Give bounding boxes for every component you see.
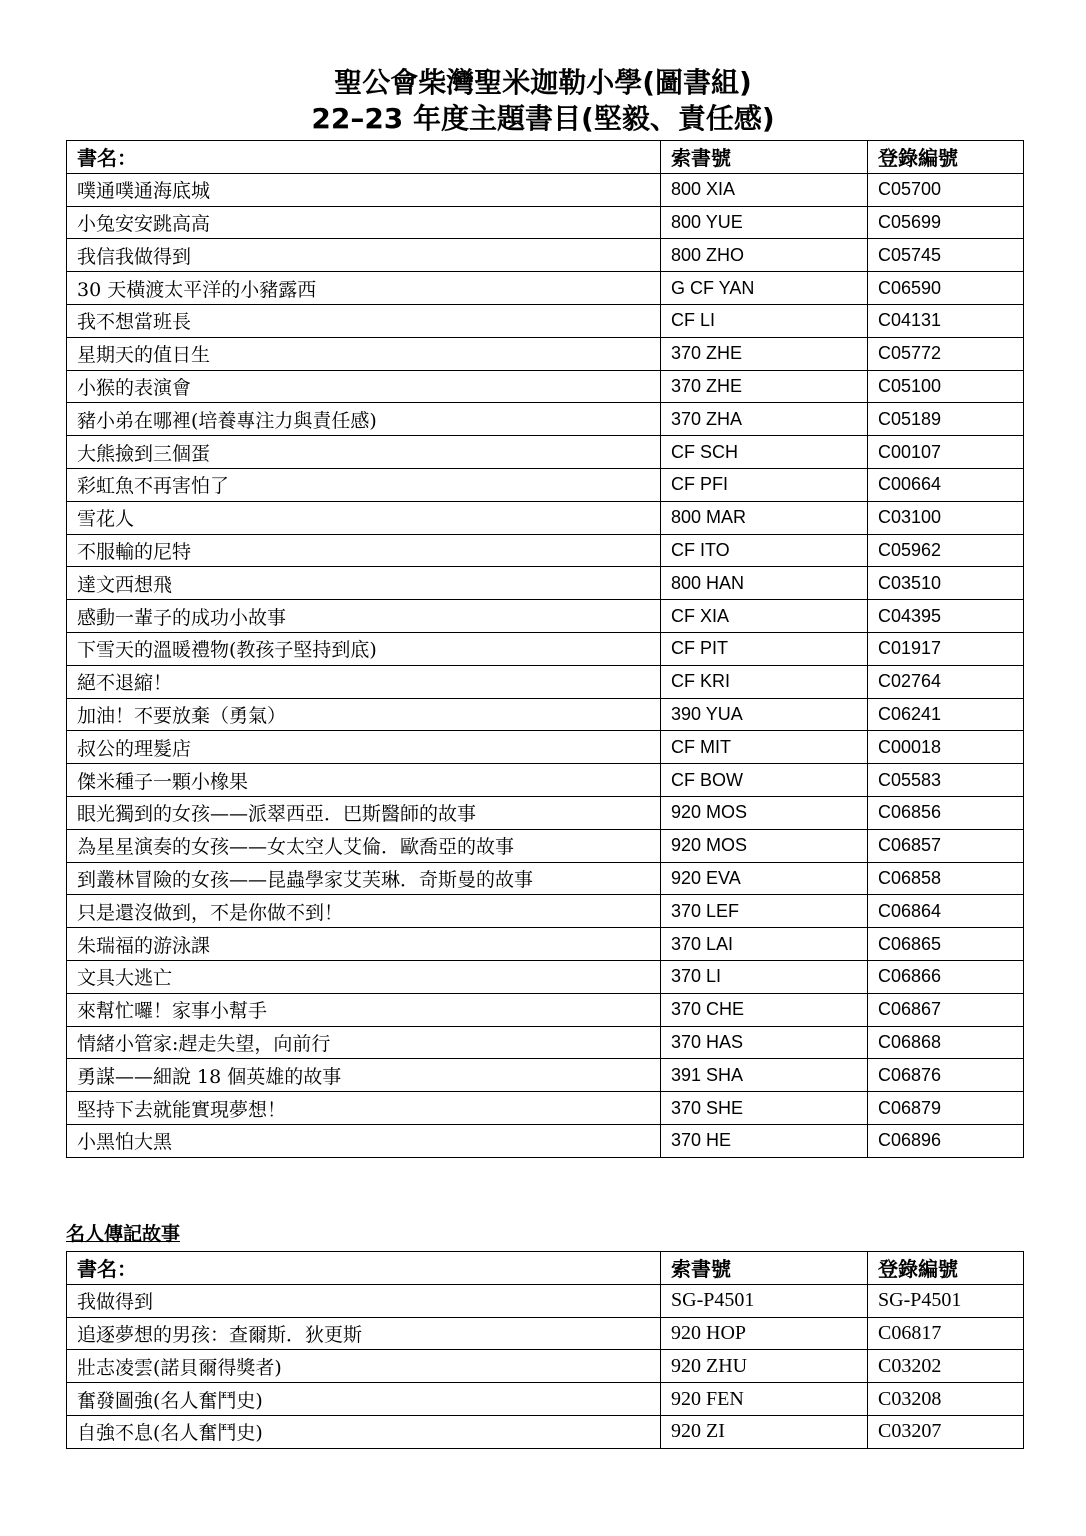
accession-number-cell: C06241	[868, 698, 1024, 731]
book-title-cell: 30 天橫渡太平洋的小豬露西	[67, 272, 661, 305]
biography-book-table	[66, 1251, 1024, 1449]
book-title-cell: 我信我做得到	[67, 239, 661, 272]
table-row	[67, 993, 1024, 1026]
book-title-cell: 眼光獨到的女孩——派翠西亞．巴斯醫師的故事	[67, 796, 661, 829]
table-row	[67, 534, 1024, 567]
accession-number-cell: C06865	[868, 928, 1024, 961]
accession-number-cell: C06868	[868, 1026, 1024, 1059]
accession-number-cell: C03207	[868, 1415, 1024, 1448]
accession-number-cell: C06817	[868, 1317, 1024, 1350]
table-row	[67, 632, 1024, 665]
document-subtitle: 22–23 年度主題書目(堅毅、責任感)	[311, 102, 775, 135]
accession-number-cell: C05699	[868, 206, 1024, 239]
table-row	[67, 1092, 1024, 1125]
call-number-cell: CF XIA	[661, 600, 868, 633]
header-call-number: 索書號	[661, 1252, 868, 1285]
book-title-cell: 朱瑞福的游泳課	[67, 928, 661, 961]
book-title-cell: 噗通噗通海底城	[67, 173, 661, 206]
document-title: 聖公會柴灣聖米迦勒小學(圖書組)	[334, 66, 752, 99]
call-number-cell: 390 YUA	[661, 698, 868, 731]
book-title-cell: 自強不息(名人奮鬥史)	[67, 1415, 661, 1448]
call-number-cell: 920 MOS	[661, 829, 868, 862]
table-row	[67, 468, 1024, 501]
call-number-cell: 370 LEF	[661, 895, 868, 928]
call-number-cell: 370 HAS	[661, 1026, 868, 1059]
table-row	[67, 403, 1024, 436]
call-number-cell: SG-P4501	[661, 1284, 868, 1317]
call-number-cell: 920 ZI	[661, 1415, 868, 1448]
accession-number-cell: C06866	[868, 960, 1024, 993]
call-number-cell: CF PIT	[661, 632, 868, 665]
book-title-cell: 雪花人	[67, 501, 661, 534]
table-row	[67, 960, 1024, 993]
book-title-cell: 我做得到	[67, 1284, 661, 1317]
book-title-cell: 勇謀——細說 18 個英雄的故事	[67, 1059, 661, 1092]
call-number-cell: CF KRI	[661, 665, 868, 698]
table-row	[67, 1059, 1024, 1092]
accession-number-cell: C06896	[868, 1124, 1024, 1157]
accession-number-cell: C00664	[868, 468, 1024, 501]
book-title-cell: 只是還沒做到，不是你做不到！	[67, 895, 661, 928]
call-number-cell: 391 SHA	[661, 1059, 868, 1092]
table-row	[67, 370, 1024, 403]
call-number-cell: 800 HAN	[661, 567, 868, 600]
book-title-cell: 絕不退縮！	[67, 665, 661, 698]
table-row	[67, 239, 1024, 272]
accession-number-cell: C00018	[868, 731, 1024, 764]
accession-number-cell: C05100	[868, 370, 1024, 403]
accession-number-cell: C06857	[868, 829, 1024, 862]
book-title-cell: 堅持下去就能實現夢想！	[67, 1092, 661, 1125]
book-title-cell: 追逐夢想的男孩：查爾斯．狄更斯	[67, 1317, 661, 1350]
table-row	[67, 337, 1024, 370]
table-row	[67, 1317, 1024, 1350]
book-title-cell: 達文西想飛	[67, 567, 661, 600]
accession-number-cell: C05772	[868, 337, 1024, 370]
book-title-cell: 叔公的理髮店	[67, 731, 661, 764]
table-row	[67, 501, 1024, 534]
table-row	[67, 206, 1024, 239]
call-number-cell: 370 ZHE	[661, 337, 868, 370]
call-number-cell: 370 HE	[661, 1124, 868, 1157]
accession-number-cell: C06858	[868, 862, 1024, 895]
call-number-cell: 370 LAI	[661, 928, 868, 961]
book-title-cell: 小兔安安跳高高	[67, 206, 661, 239]
call-number-cell: CF BOW	[661, 764, 868, 797]
book-title-cell: 大熊撿到三個蛋	[67, 436, 661, 469]
table-row	[67, 1350, 1024, 1383]
table-row	[67, 698, 1024, 731]
book-title-cell: 彩虹魚不再害怕了	[67, 468, 661, 501]
call-number-cell: 800 ZHO	[661, 239, 868, 272]
header-title: 書名：	[67, 141, 661, 174]
call-number-cell: 920 HOP	[661, 1317, 868, 1350]
table-row	[67, 272, 1024, 305]
accession-number-cell: C06856	[868, 796, 1024, 829]
table-header-row	[67, 141, 1024, 174]
accession-number-cell: C06867	[868, 993, 1024, 1026]
book-title-cell: 下雪天的溫暖禮物(教孩子堅持到底)	[67, 632, 661, 665]
book-title-cell: 情緒小管家:趕走失望，向前行	[67, 1026, 661, 1059]
accession-number-cell: C04131	[868, 304, 1024, 337]
call-number-cell: CF LI	[661, 304, 868, 337]
call-number-cell: 920 MOS	[661, 796, 868, 829]
book-title-cell: 加油！不要放棄（勇氣）	[67, 698, 661, 731]
book-title-cell: 小黑怕大黑	[67, 1124, 661, 1157]
call-number-cell: 920 FEN	[661, 1383, 868, 1416]
table-row	[67, 1284, 1024, 1317]
table-row	[67, 1026, 1024, 1059]
accession-number-cell: C05583	[868, 764, 1024, 797]
table-row	[67, 829, 1024, 862]
call-number-cell: 370 LI	[661, 960, 868, 993]
call-number-cell: G CF YAN	[661, 272, 868, 305]
table-row	[67, 436, 1024, 469]
table-row	[67, 731, 1024, 764]
table-row	[67, 895, 1024, 928]
book-title-cell: 到叢林冒險的女孩——昆蟲學家艾芙琳．奇斯曼的故事	[67, 862, 661, 895]
call-number-cell: 370 ZHE	[661, 370, 868, 403]
biography-section-heading: 名人傳記故事	[66, 1223, 181, 1245]
accession-number-cell: C05700	[868, 173, 1024, 206]
table-row	[67, 567, 1024, 600]
book-title-cell: 來幫忙囉！家事小幫手	[67, 993, 661, 1026]
header-accession-number: 登錄編號	[868, 1252, 1024, 1285]
accession-number-cell: C03510	[868, 567, 1024, 600]
table-row	[67, 764, 1024, 797]
call-number-cell: CF ITO	[661, 534, 868, 567]
book-title-cell: 星期天的值日生	[67, 337, 661, 370]
table-row	[67, 665, 1024, 698]
call-number-cell: 370 CHE	[661, 993, 868, 1026]
accession-number-cell: C02764	[868, 665, 1024, 698]
book-title-cell: 奮發圖強(名人奮鬥史)	[67, 1383, 661, 1416]
book-title-cell: 我不想當班長	[67, 304, 661, 337]
call-number-cell: 800 XIA	[661, 173, 868, 206]
book-title-cell: 感動一輩子的成功小故事	[67, 600, 661, 633]
accession-number-cell: C03208	[868, 1383, 1024, 1416]
call-number-cell: 370 SHE	[661, 1092, 868, 1125]
call-number-cell: CF MIT	[661, 731, 868, 764]
header-call-number: 索書號	[661, 141, 868, 174]
table-row	[67, 173, 1024, 206]
accession-number-cell: C05962	[868, 534, 1024, 567]
accession-number-cell: C06876	[868, 1059, 1024, 1092]
table-header-row	[67, 1252, 1024, 1285]
accession-number-cell: C03100	[868, 501, 1024, 534]
table-row	[67, 304, 1024, 337]
table-row	[67, 928, 1024, 961]
accession-number-cell: C06864	[868, 895, 1024, 928]
call-number-cell: CF PFI	[661, 468, 868, 501]
table-row	[67, 600, 1024, 633]
table-row	[67, 1383, 1024, 1416]
accession-number-cell: SG-P4501	[868, 1284, 1024, 1317]
call-number-cell: CF SCH	[661, 436, 868, 469]
book-title-cell: 壯志凌雲(諾貝爾得獎者)	[67, 1350, 661, 1383]
call-number-cell: 370 ZHA	[661, 403, 868, 436]
book-title-cell: 小猴的表演會	[67, 370, 661, 403]
accession-number-cell: C04395	[868, 600, 1024, 633]
call-number-cell: 800 MAR	[661, 501, 868, 534]
accession-number-cell: C06879	[868, 1092, 1024, 1125]
accession-number-cell: C05745	[868, 239, 1024, 272]
table-row	[67, 796, 1024, 829]
accession-number-cell: C06590	[868, 272, 1024, 305]
accession-number-cell: C01917	[868, 632, 1024, 665]
call-number-cell: 920 EVA	[661, 862, 868, 895]
accession-number-cell: C00107	[868, 436, 1024, 469]
call-number-cell: 920 ZHU	[661, 1350, 868, 1383]
table-row	[67, 862, 1024, 895]
header-title: 書名：	[67, 1252, 661, 1285]
book-title-cell: 文具大逃亡	[67, 960, 661, 993]
call-number-cell: 800 YUE	[661, 206, 868, 239]
table-row	[67, 1415, 1024, 1448]
book-title-cell: 不服輸的尼特	[67, 534, 661, 567]
header-accession-number: 登錄編號	[868, 141, 1024, 174]
main-book-table	[66, 140, 1024, 1158]
book-title-cell: 豬小弟在哪裡(培養專注力與責任感)	[67, 403, 661, 436]
accession-number-cell: C03202	[868, 1350, 1024, 1383]
table-row	[67, 1124, 1024, 1157]
book-title-cell: 傑米種子一顆小橡果	[67, 764, 661, 797]
book-title-cell: 為星星演奏的女孩——女太空人艾倫．歐喬亞的故事	[67, 829, 661, 862]
accession-number-cell: C05189	[868, 403, 1024, 436]
